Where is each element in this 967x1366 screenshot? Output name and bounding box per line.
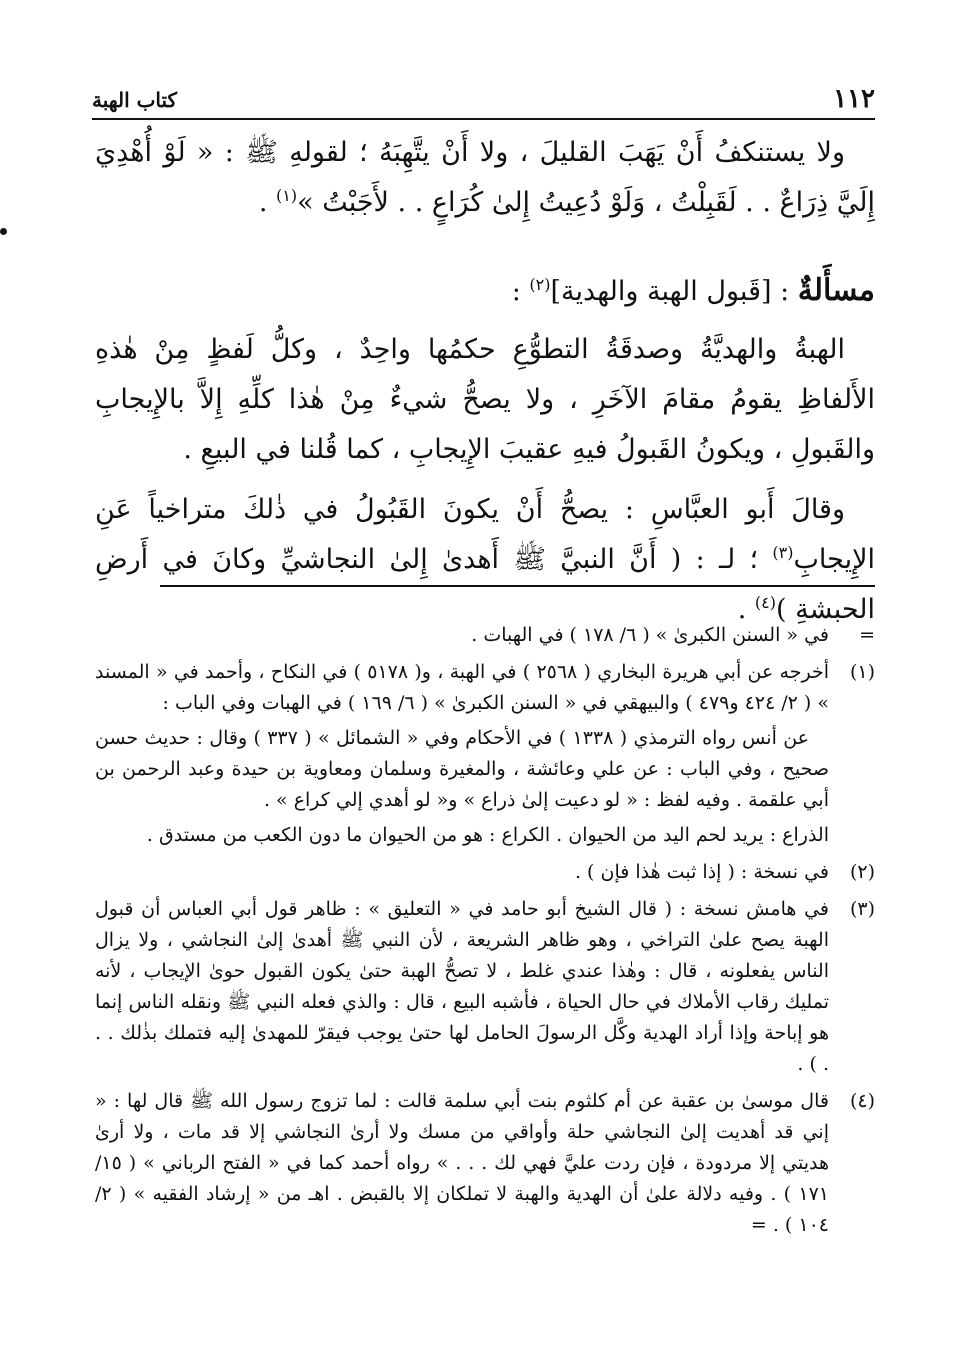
footnote-text: في « السنن الكبرىٰ » ( ٦/ ١٧٨ ) في الهبات . (471, 624, 829, 646)
footnotes (95, 620, 875, 1247)
page-header (92, 84, 875, 120)
paragraph-2: الهبةُ والهديَّةُ وصدقَةُ التطوُّعِ حكمُها واحِدٌ ، وكلُّ لَفظٍ مِنْ هٰذهِ الأَلفاظِ يقومُ مقامَ الآخَرِ ، ولا يصحُّ شيءٌ مِنْ هٰذا كلِّهِ إِلاَّ بالإِيجابِ والقَبولِ ، ويكونُ القَبولُ فيهِ عقيبَ الإِيجابِ ، كما قُلنا في البيعِ . (95, 334, 875, 465)
footnote-ref-3[interactable]: (٣) (772, 543, 794, 562)
footnote-text (95, 1086, 829, 1241)
footnote-ref-4[interactable]: (٤) (754, 593, 777, 612)
paragraph-3-text-b: ؛ لـ : ( أَنَّ النبيَّ ﷺ أَهدىٰ إِلىٰ النجاشيِّ وكانَ في أَرضِ الحبشةِ ) (95, 544, 875, 625)
paragraph-1-end: . (258, 187, 277, 218)
page-number: ١١٢ (833, 84, 875, 114)
footnote-text: في هامش نسخة : ( قال الشيخ أبو حامد في « التعليق » : ظاهر قول أبي العباس أن قبول الهبة يصح علىٰ التراخي ، وهو ظاهر الشريعة ، لأن النبي ﷺ أهدىٰ إلىٰ النجاشي ، ولا يزال الناس يفعلونه ، قال : وهٰذا عندي غلط ، لا تصحُّ الهبة حتىٰ يكون القبول حوىٰ الإيجاب ، لأنه تمليك رقاب الأملاك في حال الحياة ، فأشبه البيع ، قال : والذي فعله النبي ﷺ ونقله الناس إنما هو إباحة وإذا أراد الهدية وكَّل الرسولَ الحامل لها حتىٰ يوجب فيقرّ للمهدىٰ إليه فتملك بذٰلك . . . ) . (95, 898, 829, 1075)
footnote-marker: = (859, 624, 875, 646)
issue-label: مسأَلةٌ (797, 273, 875, 308)
footnote-3 (95, 894, 875, 1080)
main-text (95, 128, 875, 635)
continuation-mark: = (750, 1214, 767, 1236)
issue-title: : [قَبول الهبة والهدية] (550, 276, 798, 307)
footnote-1 (95, 657, 875, 851)
footnote-ref-2[interactable]: (٢) (529, 275, 551, 294)
footnote-4 (95, 1086, 875, 1241)
footnote-ref-1[interactable]: (١) (276, 186, 298, 205)
paragraph-1 (95, 128, 875, 228)
issue-end: : (511, 276, 530, 307)
scan-mark (0, 228, 7, 235)
footnote-marker: (٣) (849, 898, 875, 920)
issue-heading (95, 266, 875, 317)
footnote-text: أخرجه عن أبي هريرة البخاري ( ٢٥٦٨ ) في الهبة ، و( ٥١٧٨ ) في النكاح ، وأحمد في « المسند » ( ٢/ ٤٢٤ و٤٧٩ ) والبيهقي في « السنن الكبرىٰ » ( ٦/ ١٦٩ ) في الهبات وفي الباب : (95, 661, 829, 714)
footnote-continuation (95, 620, 875, 651)
footnote-marker: (٤) (849, 1090, 875, 1112)
paragraph-3 (95, 485, 875, 635)
footnote-text: في نسخة : ( إذا ثبت هٰذا فإن ) . (574, 861, 829, 883)
footnote-divider (160, 585, 875, 587)
paragraph-3-text-a: وقالَ أَبو العبَّاسِ : يصحُّ أَنْ يكونَ القَبُولُ في ذٰلكَ متراخياً عَنِ الإِيجابِ (95, 494, 875, 575)
footnote-2 (95, 857, 875, 888)
footnote-body: قال موسىٰ بن عقبة عن أم كلثوم بنت أبي سلمة قالت : لما تزوج رسول الله ﷺ قال لها : « إني قد أهديت إلىٰ النجاشي حلة وأواقي من مسك ولا أرىٰ النجاشي إلا قد مات ، ولا أرىٰ هديتي إلا مردودة ، فإن ردت عليَّ فهي لك . . . » رواه أحمد كما في « الفتح الرباني » ( ١٥/ ١٧١ ) . وفيه دلالة علىٰ أن الهدية والهبة لا تملكان إلا بالقبض . اهـ من « إرشاد الفقيه » ( ٢/ ١٠٤ ) . (95, 1090, 829, 1236)
footnote-text-cont: عن أنس رواه الترمذي ( ١٣٣٨ ) في الأحكام وفي « الشمائل » ( ٣٣٧ ) وقال : حديث حسن صحيح ، وفي الباب : عن علي وعائشة ، والمغيرة وسلمان ومعاوية بن حيدة وعبد الرحمن بن أبي علقمة . وفيه لفظ : « لو دعيت إلىٰ ذراع » و« لو أهدي إلي كراع » . (95, 727, 829, 811)
paragraph-3-end: . (737, 594, 755, 625)
footnote-marker: (٢) (849, 861, 875, 883)
footnote-gloss: الذراع : يريد لحم اليد من الحيوان . الكراع : هو من الحيوان ما دون الكعب من مستدق . (146, 824, 829, 846)
running-title: كتاب الهبة (92, 88, 178, 112)
paragraph-1-text: ولا يستنكفُ أَنْ يَهَبَ القليلَ ، ولا أَنْ يتَّهِبَهُ ؛ لقولهِ ﷺ : « لَوْ أُهْدِيَ إِلَيَّ ذِرَاعٌ . . لَقَبِلْتُ ، وَلَوْ دُعِيتُ إِلىٰ كُرَاعٍ . . لأَجَبْتُ » (95, 137, 875, 218)
footnote-marker: (١) (849, 661, 875, 683)
